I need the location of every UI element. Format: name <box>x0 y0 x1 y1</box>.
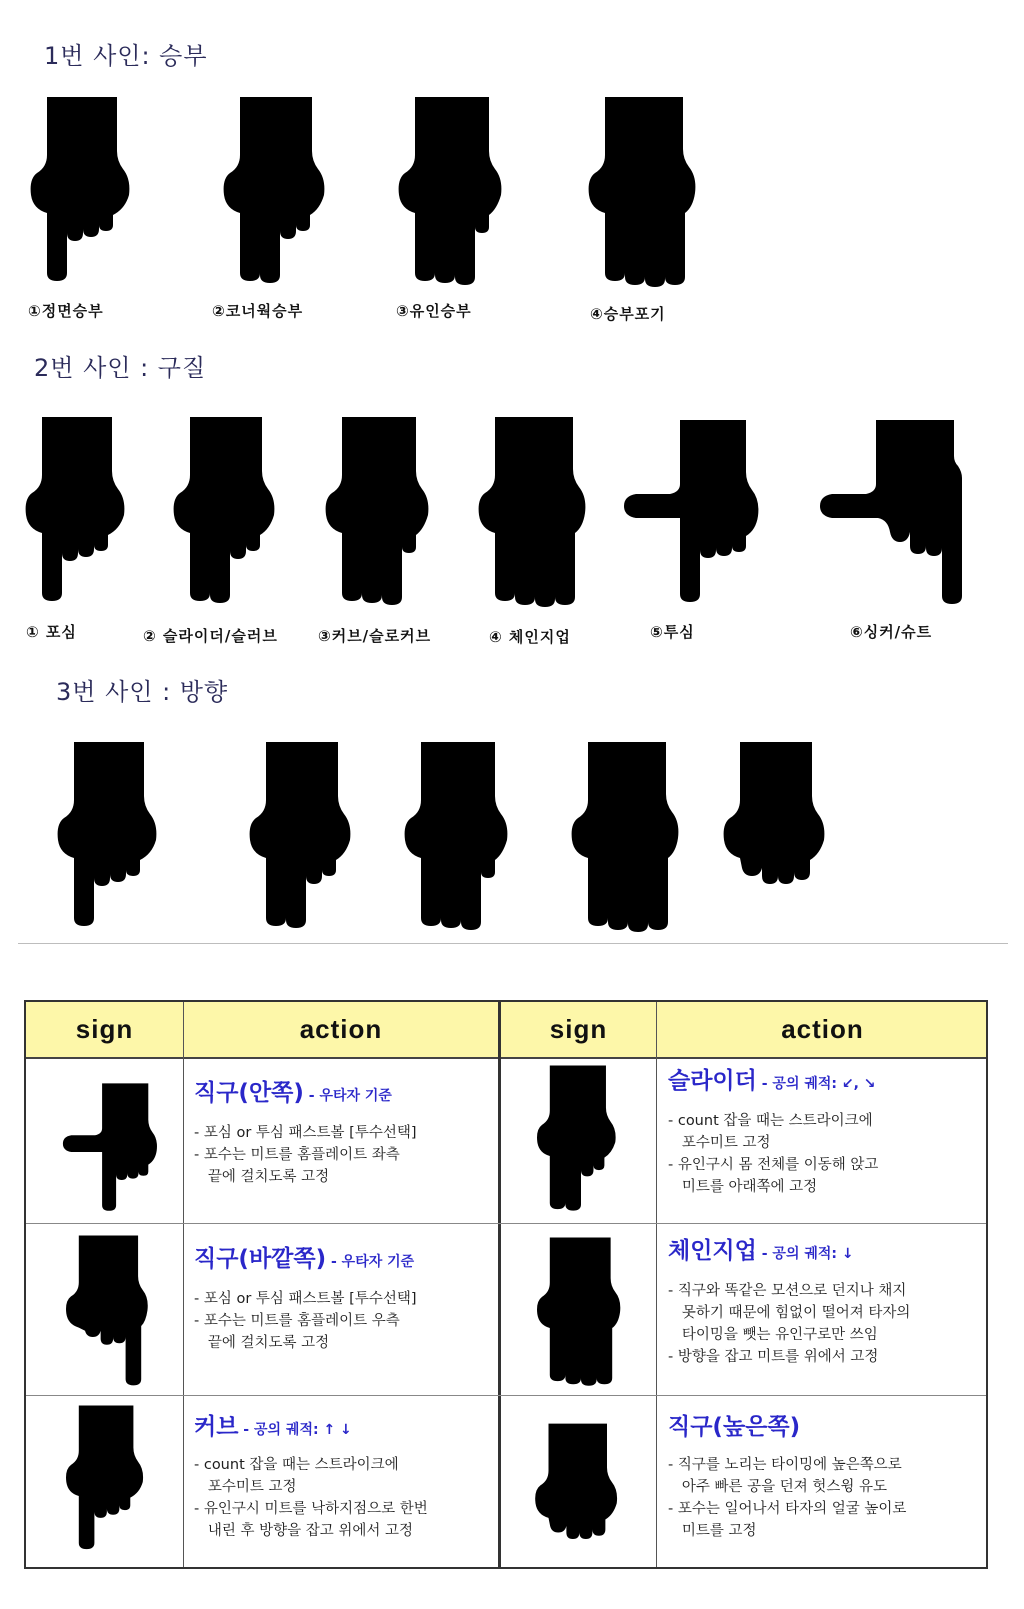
hand-sign-4-fingers-icon <box>531 1236 631 1392</box>
divider <box>18 943 1008 944</box>
action-subtitle: - 공의 궤적: ↙, ↘ <box>756 1076 876 1092</box>
sign-caption: ④ 체인지업 <box>489 628 571 646</box>
action-title-text: 직구(바깥쪽) <box>194 1246 327 1272</box>
action-title <box>194 1240 414 1273</box>
sign-caption: ① 포심 <box>26 623 77 641</box>
hand-sign-4-fingers-icon <box>568 740 688 940</box>
hand-sign-outside-icon <box>60 1234 160 1390</box>
hand-sign-thumb-out-icon <box>622 418 772 618</box>
action-description: - count 잡을 때는 스트라이크에 포수미트 고정 - 유인구시 미트를 낙하지점으로 한번 내린 후 방향을 잡고 위에서 고정 <box>194 1457 428 1539</box>
action-subtitle: - 공의 궤적: ↓ <box>756 1246 854 1262</box>
action-subtitle: - 우타자 기준 <box>303 1088 392 1104</box>
action-title-text: 직구(높은쪽) <box>668 1414 801 1440</box>
hand-sign-4-fingers-icon <box>585 95 705 295</box>
action-description: - 포심 or 투심 패스트볼 [투수선택] - 포수는 미트를 홈플레이트 좌측 끝에 걸치도록 고정 <box>194 1125 417 1185</box>
action-subtitle: - 공의 궤적: ↑ ↓ <box>238 1422 352 1438</box>
action-title-text: 체인지업 <box>668 1238 757 1264</box>
hand-sign-1-fingers-icon <box>22 415 142 615</box>
hand-sign-2-fingers-icon <box>170 415 290 615</box>
action-description: - count 잡을 때는 스트라이크에 포수미트 고정 - 유인구시 몸 전체를 이동해 앉고 미트를 아래쪽에 고정 <box>668 1113 879 1195</box>
hand-sign-fist-icon <box>531 1422 631 1552</box>
header-action-left: action <box>299 1014 383 1044</box>
sign-caption: ①정면승부 <box>28 302 104 320</box>
hand-sign-thumb-pinky-icon <box>818 418 978 618</box>
hand-sign-1-fingers-icon <box>27 95 147 295</box>
section-title-1: 1번 사인: 승부 <box>44 42 208 70</box>
hand-sign-2-fingers-icon <box>220 95 340 295</box>
sign-caption: ③커브/슬로커브 <box>318 627 432 645</box>
hand-sign-fist-icon <box>720 740 840 900</box>
hand-sign-2-fingers-icon <box>531 1064 631 1220</box>
hand-sign-thumb-out-icon <box>44 1082 184 1222</box>
action-title <box>194 1074 392 1107</box>
action-title-text: 슬라이더 <box>668 1068 757 1094</box>
action-title-text: 커브 <box>194 1414 239 1440</box>
hand-sign-1-fingers-icon <box>60 1404 160 1560</box>
hand-sign-3-fingers-icon <box>401 740 521 940</box>
action-description: - 포심 or 투심 패스트볼 [투수선택] - 포수는 미트를 홈플레이트 우측 끝에 걸치도록 고정 <box>194 1291 417 1351</box>
action-subtitle: - 우타자 기준 <box>326 1254 415 1270</box>
section-title-2: 2번 사인 : 구질 <box>34 354 207 382</box>
hand-sign-4-fingers-icon <box>475 415 595 615</box>
header-action-right: action <box>781 1014 864 1044</box>
header-sign-right: sign <box>549 1014 608 1044</box>
action-title <box>668 1062 876 1095</box>
action-description: - 직구를 노리는 타이밍에 높은쪽으로 아주 빠른 공을 던져 헛스윙 유도 - 포수는 일어나서 타자의 얼굴 높이로 미트를 고정 <box>668 1457 907 1539</box>
section-title-3: 3번 사인 : 방향 <box>56 678 229 706</box>
sign-action-table <box>24 1000 988 1569</box>
sign-caption: ③유인승부 <box>396 302 472 320</box>
hand-sign-3-fingers-icon <box>395 95 515 295</box>
hand-sign-1-fingers-icon <box>54 740 174 940</box>
header-sign-left: sign <box>75 1014 134 1044</box>
action-title <box>668 1408 800 1441</box>
hand-sign-2-fingers-icon <box>246 740 366 940</box>
action-title <box>194 1408 352 1441</box>
sign-caption: ⑥싱커/슈트 <box>850 623 933 641</box>
action-description: - 직구와 똑같은 모션으로 던지나 채지 못하기 때문에 힘없이 떨어져 타자의 타이밍을 뺏는 유인구로만 쓰임 - 방향을 잡고 미트를 위에서 고정 <box>668 1283 911 1365</box>
sign-caption: ⑤투심 <box>650 623 695 641</box>
sign-caption: ② 슬라이더/슬러브 <box>143 627 278 645</box>
sign-caption: ④승부포기 <box>590 305 666 323</box>
action-title <box>668 1232 854 1265</box>
hand-sign-3-fingers-icon <box>322 415 442 615</box>
sign-caption: ②코너웍승부 <box>212 302 304 320</box>
action-title-text: 직구(안쪽) <box>194 1080 304 1106</box>
